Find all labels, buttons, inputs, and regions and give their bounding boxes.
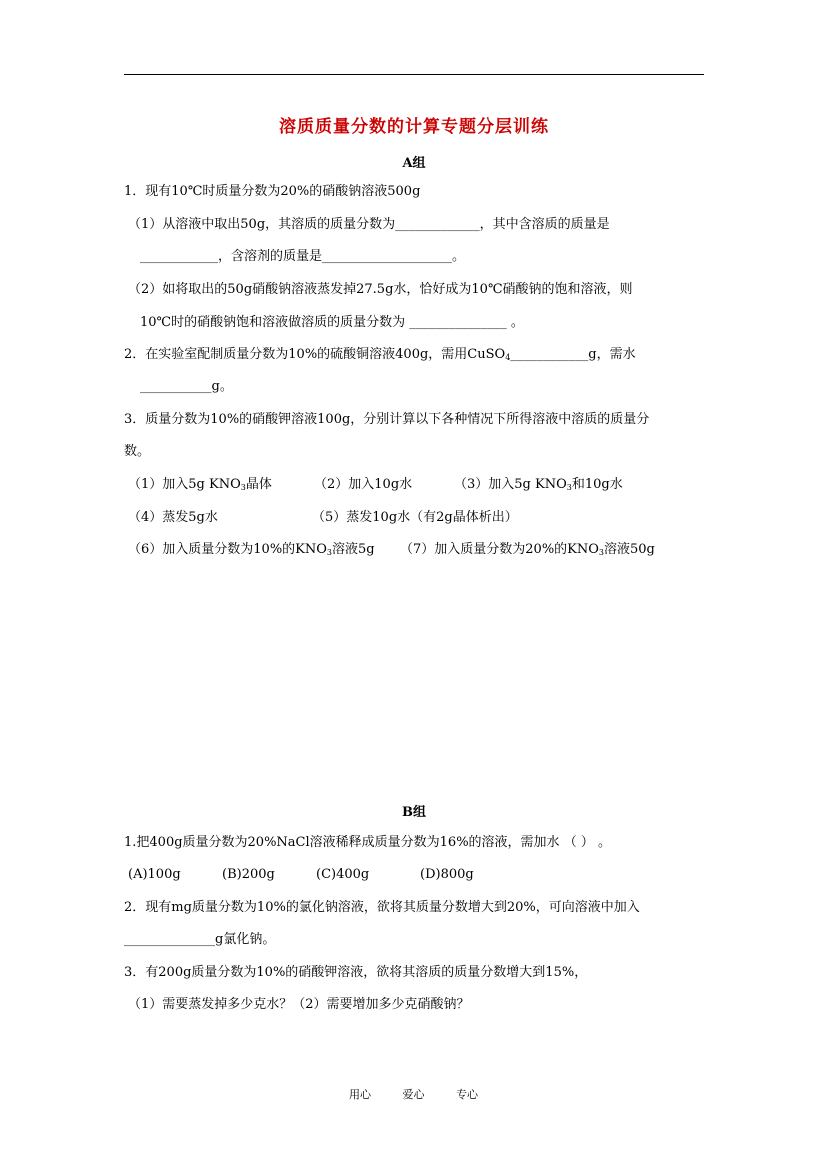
question-b1: 1.把400g质量分数为20%NaCl溶液稀释成质量分数为16%的溶液，需加水 （ ） 。 <box>124 835 611 850</box>
opt1-post: 晶体 <box>245 477 272 492</box>
footer-item: 专心 <box>456 1088 478 1101</box>
opt1-subscript: 3 <box>240 483 246 492</box>
opt3-post: 和10g水 <box>571 477 623 492</box>
group-a-heading: A组 <box>402 156 426 171</box>
opt1-pre: （1）加入5g KNO <box>128 477 241 492</box>
page-title: 溶质质量分数的计算专题分层训练 <box>279 117 549 137</box>
footer-item: 爱心 <box>402 1088 425 1101</box>
option-6 <box>128 541 375 562</box>
question-b2-line1: 2．现有mg质量分数为10%的氯化钠溶液，欲将其质量分数增大到20%，可向溶液中加入 <box>124 900 640 915</box>
question-b2-line2: ______________g氯化钠。 <box>124 932 276 947</box>
option-5: （5）蒸发10g水（有2g晶体析出） <box>312 510 518 525</box>
option-2: （2）加入10g水 <box>314 477 413 492</box>
q2-text-post: ____________g，需水 <box>510 347 636 362</box>
question-a2-line1 <box>124 346 636 367</box>
option-4: （4）蒸发5g水 <box>128 510 218 525</box>
q2-text-pre: 2．在实验室配制质量分数为10%的硫酸铜溶液400g，需用CuSO <box>124 347 506 362</box>
header-rule <box>124 74 704 75</box>
opt7-subscript: 3 <box>598 548 605 557</box>
footer-item: 用心 <box>349 1088 371 1101</box>
option-7 <box>400 541 655 562</box>
choice-c: (C)400g <box>316 867 370 882</box>
question-a3-line2: 数。 <box>124 444 151 459</box>
question-a1-part2-line1: （2）如将取出的50g硝酸钠溶液蒸发掉27.5g水，恰好成为10℃硝酸钠的饱和溶液，则 <box>128 282 633 297</box>
opt3-subscript: 3 <box>566 483 572 492</box>
question-a1-part2-line2: 10℃时的硝酸钠饱和溶液做溶质的质量分数为 _______________ 。 <box>140 315 524 330</box>
option-3 <box>454 476 623 497</box>
opt6-pre: （6）加入质量分数为10%的KNO <box>128 542 327 557</box>
choice-a: (A)100g <box>128 867 181 882</box>
opt3-pre: （3）加入5g KNO <box>454 477 567 492</box>
opt6-subscript: 3 <box>326 548 333 557</box>
question-a1-part1-line1: （1）从溶液中取出50g，其溶质的质量分数为_____________，其中含溶质的质量是 <box>128 217 610 232</box>
option-1 <box>128 476 272 497</box>
question-a1-part1-line2: ____________，含溶剂的质量是____________________。 <box>140 249 466 264</box>
question-a1: 1．现有10℃时质量分数为20%的硝酸钠溶液500g <box>124 184 421 199</box>
question-b3-line2: （1）需要蒸发掉多少克水？（2）需要增加多少克硝酸钠？ <box>128 997 470 1012</box>
choice-d: (D)800g <box>420 867 474 882</box>
question-a2-line2: ___________g。 <box>140 379 233 394</box>
opt7-post: 溶液50g <box>604 542 655 557</box>
opt7-pre: （7）加入质量分数为20%的KNO <box>400 542 599 557</box>
opt6-post: 溶液5g <box>332 542 375 557</box>
choice-b: (B)200g <box>222 867 275 882</box>
q2-subscript: 4 <box>505 353 511 362</box>
question-b3-line1: 3．有200g质量分数为10%的硝酸钾溶液，欲将其溶质的质量分数增大到15%， <box>124 965 588 980</box>
question-a3-line1: 3．质量分数为10%的硝酸钾溶液100g，分别计算以下各种情况下所得溶液中溶质的质量分 <box>124 412 650 427</box>
page-footer <box>0 1086 827 1102</box>
group-b-heading: B组 <box>402 805 426 820</box>
